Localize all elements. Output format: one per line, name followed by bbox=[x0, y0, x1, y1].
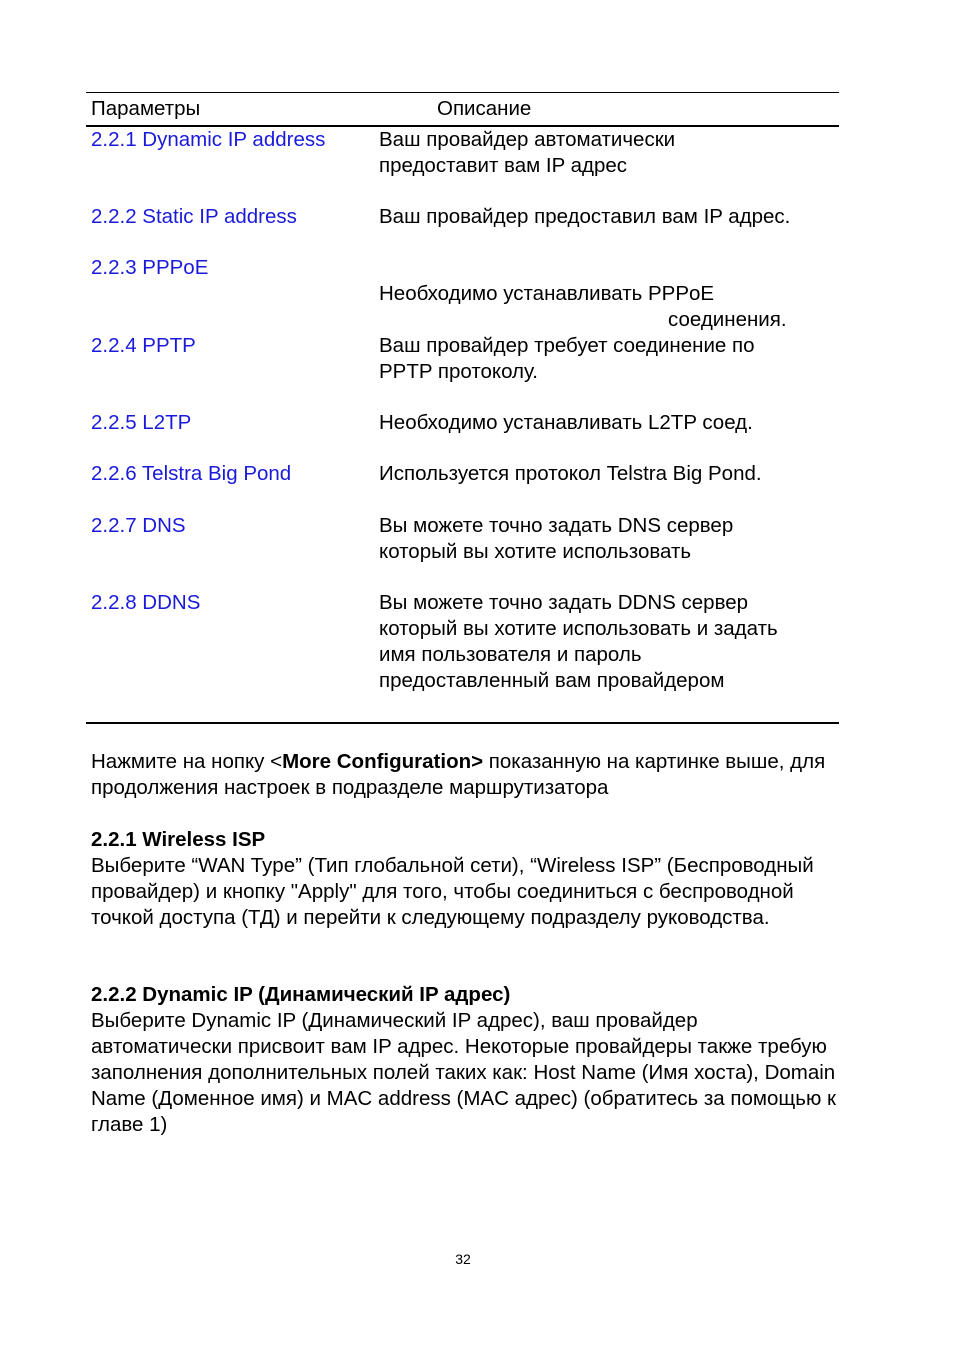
param-description: Вы можете точно задать DNS сервер который вы хотите использовать bbox=[379, 514, 734, 563]
param-link-dynamic-ip[interactable]: 2.2.1 Dynamic IP address bbox=[91, 128, 326, 151]
param-description-line: Необходимо устанавливать PPPoE bbox=[379, 282, 715, 305]
param-description: Ваш провайдер требует соединение по PPTP протоколу. bbox=[379, 334, 755, 383]
param-link-pppoe[interactable]: 2.2.3 PPPoE bbox=[91, 256, 209, 279]
param-link-l2tp[interactable]: 2.2.5 L2TP bbox=[91, 411, 192, 434]
section-heading-dynamic-ip: 2.2.2 Dynamic IP (Динамический IP адрес) bbox=[91, 983, 511, 1006]
param-link-static-ip[interactable]: 2.2.2 Static IP address bbox=[91, 205, 297, 228]
section-body-dynamic-ip: Выберите Dynamic IP (Динамический IP адрес), ваш провайдер автоматически присвоит вам IP адрес. Некоторые провайдеры также требую заполнения дополнительных полей таких как: Host Name (Имя хоста), Domain Name (Доменное имя) и MAC address (MAC адрес) (обратитесь за помощью к главе 1) bbox=[91, 1009, 836, 1136]
intro-paragraph bbox=[91, 749, 841, 801]
param-link-telstra[interactable]: 2.2.6 Telstra Big Pond bbox=[91, 462, 292, 485]
param-description: Вы можете точно задать DDNS сервер который вы хотите использовать и задать имя пользователя и пароль предоставленный вам провайдером bbox=[379, 591, 778, 692]
section-body-wireless-isp: Выберите “WAN Type” (Тип глобальной сети), “Wireless ISP” (Беспроводный провайдер) и кнопку "Apply" для того, чтобы соединиться с беспроводной точкой доступа (ТД) и перейти к следующему подразделу руководства. bbox=[91, 854, 814, 929]
param-link-dns[interactable]: 2.2.7 DNS bbox=[91, 514, 186, 537]
more-configuration-label: More Configuration> bbox=[282, 750, 484, 773]
param-description-line: соединения. bbox=[668, 308, 787, 331]
page-number: 32 bbox=[455, 1251, 471, 1267]
table-bottom-rule bbox=[86, 722, 839, 724]
param-description: Ваш провайдер автоматически предоставит вам IP адрес bbox=[379, 128, 676, 177]
intro-text: показанную на картинке выше, для продолжения настроек в подразделе маршрутизатора bbox=[91, 750, 826, 799]
table-top-rule bbox=[86, 92, 839, 93]
param-description: Необходимо устанавливать L2TP соед. bbox=[379, 411, 753, 434]
param-link-ddns[interactable]: 2.2.8 DDNS bbox=[91, 591, 201, 614]
param-description: Используется протокол Telstra Big Pond. bbox=[379, 462, 762, 485]
table-header-parameters: Параметры bbox=[91, 97, 201, 120]
section-heading-wireless-isp: 2.2.1 Wireless ISP bbox=[91, 828, 266, 851]
param-link-pptp[interactable]: 2.2.4 PPTP bbox=[91, 334, 196, 357]
table-header-description: Описание bbox=[437, 97, 532, 120]
param-description: Ваш провайдер предоставил вам IP адрес. bbox=[379, 205, 791, 228]
intro-text: Нажмите на нопку < bbox=[91, 750, 283, 773]
